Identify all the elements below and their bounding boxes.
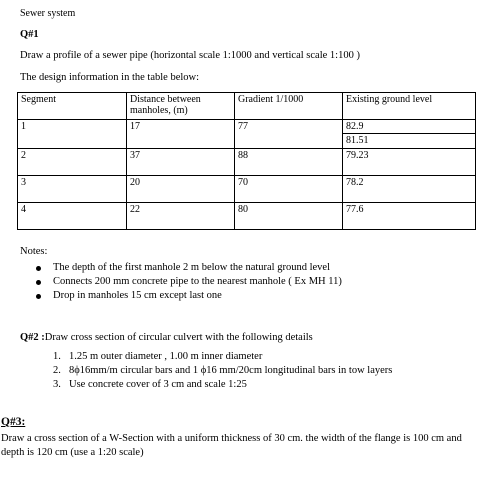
table-row: [18, 203, 476, 230]
table-header-row: [18, 93, 476, 120]
question-3-heading: Q#3:: [1, 416, 26, 428]
note-text: Connects 200 mm concrete pipe to the nearest manhole ( Ex MH 11): [53, 276, 342, 287]
bullet-icon: [36, 266, 41, 271]
cell-distance: 22: [127, 203, 235, 230]
cell-distance: 37: [127, 149, 235, 176]
list-item: [36, 289, 342, 303]
subject-title: Sewer system: [20, 8, 76, 19]
list-item: [36, 275, 342, 289]
note-text: The depth of the first manhole 2 m below the natural ground level: [53, 262, 331, 273]
cell-ground-level: 77.6: [343, 203, 476, 230]
item-number: 2.: [53, 365, 61, 376]
question-2-label: Q#2 :: [20, 332, 45, 343]
cell-distance: 17: [127, 120, 235, 149]
notes-label: Notes:: [20, 246, 48, 257]
list-item: [36, 261, 342, 275]
item-text: 8ϕ16mm/m circular bars and 1 ϕ16 mm/20cm longitudinal bars in tow layers: [69, 365, 393, 376]
cell-segment: 3: [18, 176, 127, 203]
list-item: [53, 350, 392, 364]
cell-ground-level: 79.23: [343, 149, 476, 176]
item-text: Use concrete cover of 3 cm and scale 1:25: [69, 379, 247, 390]
cell-ground-level: [343, 120, 476, 149]
header-distance: Distance between manholes, (m): [127, 93, 235, 120]
cell-segment: 1: [18, 120, 127, 149]
header-segment: Segment: [18, 93, 127, 120]
notes-list: [36, 261, 342, 303]
item-text: 1.25 m outer diameter , 1.00 m inner diameter: [69, 351, 263, 362]
cell-gradient: 80: [235, 203, 343, 230]
question-3-text: Draw a cross section of a W-Section with a uniform thickness of 30 cm. the width of the flange is 100 cm and depth is 120 cm (use a 1:20 scale): [1, 433, 462, 458]
header-gradient: Gradient 1/1000: [235, 93, 343, 120]
item-number: 1.: [53, 351, 61, 362]
table-row: [18, 120, 476, 149]
cell-ground-level: 78.2: [343, 176, 476, 203]
question-2-text: Draw cross section of circular culvert with the following details: [44, 332, 313, 343]
cell-segment: 4: [18, 203, 127, 230]
question-2-heading: [20, 332, 313, 343]
question-1-heading: Q#1: [20, 29, 39, 40]
list-item: [53, 378, 392, 392]
bullet-icon: [36, 294, 41, 299]
cell-distance: 20: [127, 176, 235, 203]
table-intro: The design information in the table below:: [20, 72, 200, 83]
question-1-instruction: Draw a profile of a sewer pipe (horizontal scale 1:1000 and vertical scale 1:100 ): [20, 50, 360, 61]
cell-gradient: 77: [235, 120, 343, 149]
ground-level-value: 82.9: [346, 121, 364, 132]
question-2-list: [53, 350, 392, 392]
note-text: Drop in manholes 15 cm except last one: [53, 290, 222, 301]
bullet-icon: [36, 280, 41, 285]
list-item: [53, 364, 392, 378]
cell-gradient: 88: [235, 149, 343, 176]
table-row: [18, 176, 476, 203]
cell-segment: 2: [18, 149, 127, 176]
ground-level-value: 81.51: [343, 133, 475, 146]
cell-gradient: 70: [235, 176, 343, 203]
item-number: 3.: [53, 379, 61, 390]
header-ground-level: Existing ground level: [343, 93, 476, 120]
table-row: [18, 149, 476, 176]
design-table: [17, 92, 476, 230]
